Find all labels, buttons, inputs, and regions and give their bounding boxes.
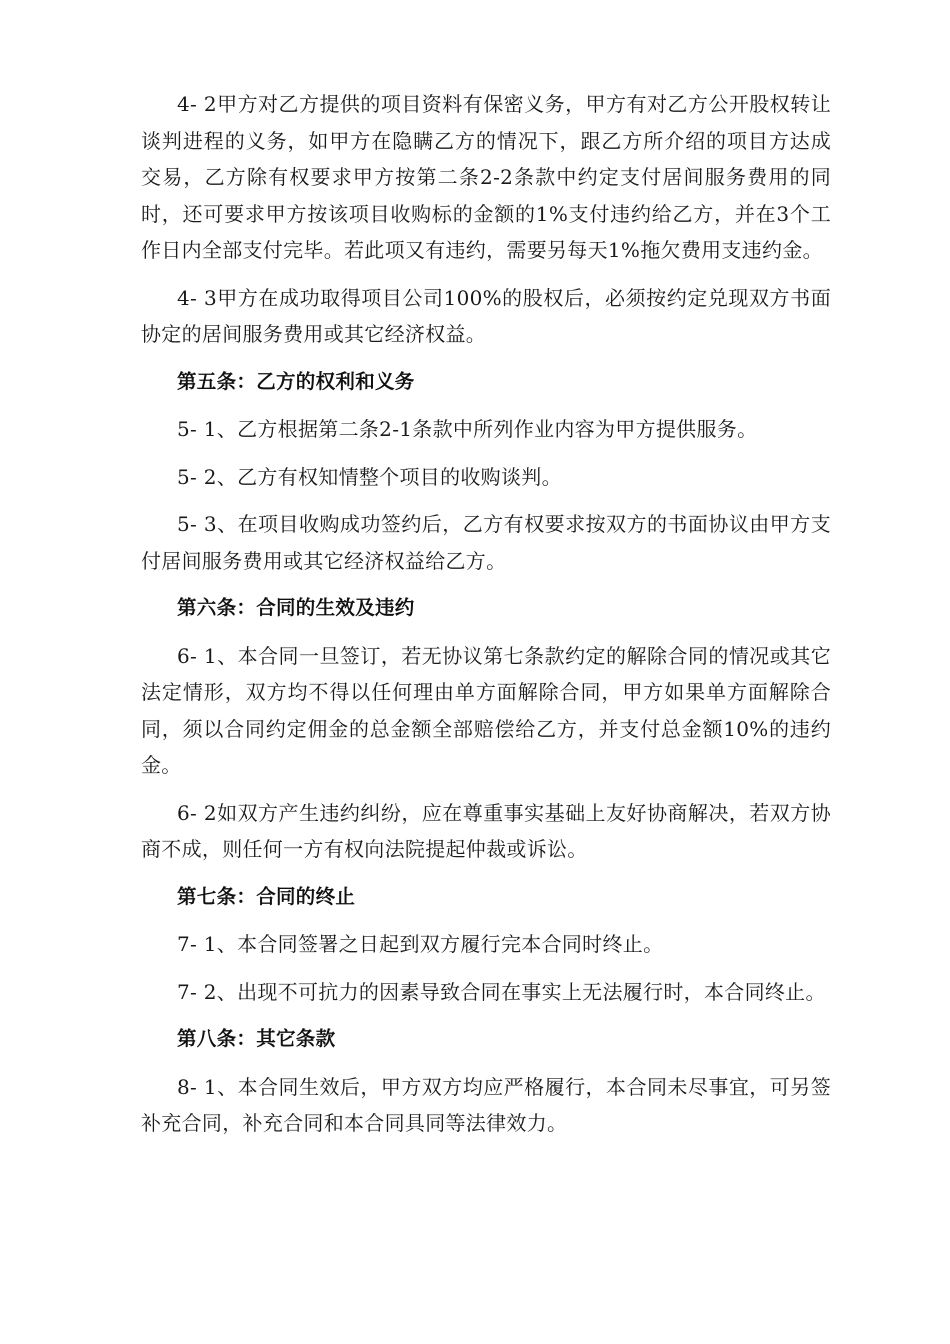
clause-5-1: 5- 1、乙方根据第二条2-1条款中所列作业内容为甲方提供服务。 [177, 417, 758, 441]
section-heading-article-8: 第八条：其它条款 [177, 1027, 336, 1050]
section-heading-article-6: 第六条：合同的生效及违约 [177, 596, 415, 619]
document-body [141, 86, 831, 1153]
clause-7-1: 7- 1、本合同签署之日起到双方履行完本合同时终止。 [177, 932, 664, 956]
clause-6-1: 6- 1、本合同一旦签订，若无协议第七条款约定的解除合同的情况或其它法定情形，双方均不得以任何理由单方面解除合同，甲方如果单方面解除合同，须以合同约定佣金的总金额全部赔偿给乙方，并支付总金额10%的违约金。 [141, 643, 831, 777]
clause-4-2: 4- 2甲方对乙方提供的项目资料有保密义务，甲方有对乙方公开股权转让谈判进程的义务，如甲方在隐瞒乙方的情况下，跟乙方所介绍的项目方达成交易，乙方除有权要求甲方按第二条2-2条款中约定支付居间服务费用的同时，还可要求甲方按该项目收购标的金额的1%支付违约给乙方，并在3个工作日内全部支付完毕。若此项又有违约，需要另每天1%拖欠费用支违约金。 [141, 92, 831, 262]
clause-8-1: 8- 1、本合同生效后，甲方双方均应严格履行，本合同未尽事宜，可另签补充合同，补充合同和本合同具同等法律效力。 [141, 1074, 831, 1135]
clause-5-2: 5- 2、乙方有权知情整个项目的收购谈判。 [177, 464, 562, 489]
section-heading-article-5: 第五条：乙方的权利和义务 [177, 369, 415, 393]
clause-6-2: 6- 2如双方产生违约纠纷，应在尊重事实基础上友好协商解决，若双方协商不成，则任何一方有权向法院提起仲裁或诉讼。 [141, 800, 831, 861]
clause-4-3: 4- 3甲方在成功取得项目公司100%的股权后，必须按约定兑现双方书面协定的居间服务费用或其它经济权益。 [141, 285, 831, 346]
clause-5-3: 5- 3、在项目收购成功签约后，乙方有权要求按双方的书面协议由甲方支付居间服务费用或其它经济权益给乙方。 [141, 512, 831, 573]
clause-7-2: 7- 2、出现不可抗力的因素导致合同在事实上无法履行时，本合同终止。 [177, 979, 826, 1004]
section-heading-article-7: 第七条：合同的终止 [177, 884, 356, 908]
